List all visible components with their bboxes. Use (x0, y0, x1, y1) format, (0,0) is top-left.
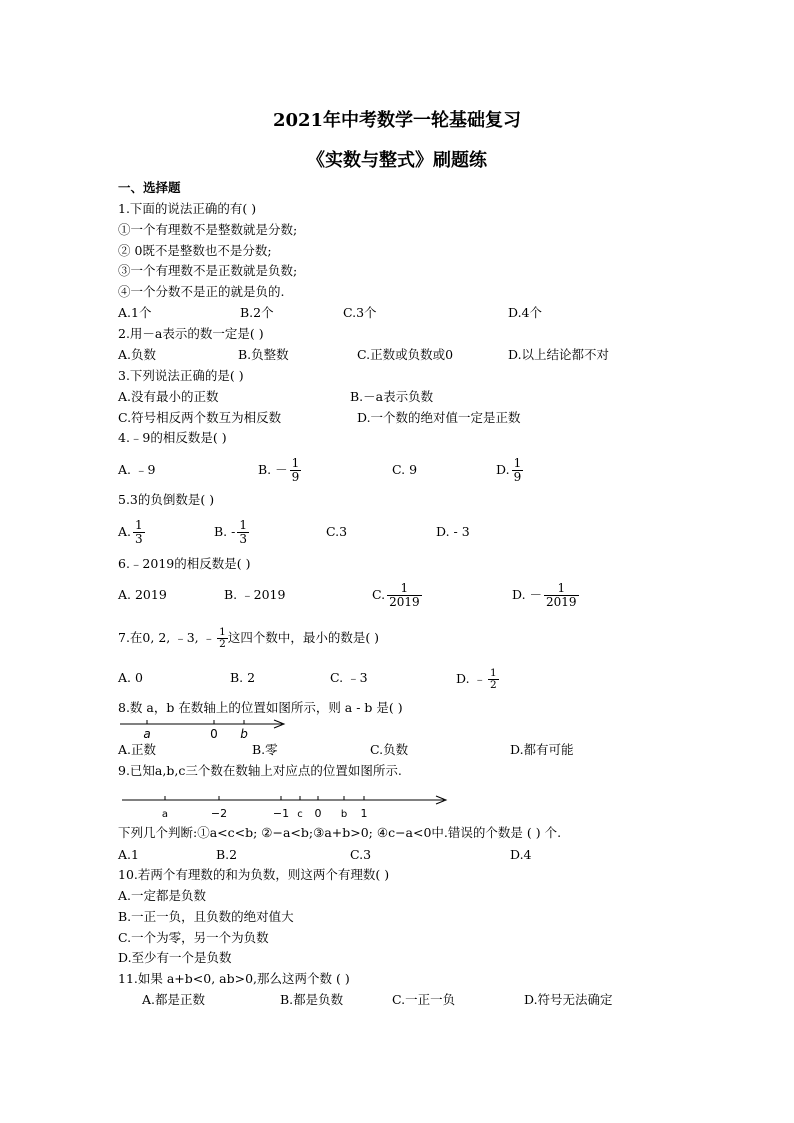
question-6-option-c-label: C. (372, 587, 386, 602)
question-9-option-b: B.2 (216, 847, 238, 862)
tick-label: −1 (272, 807, 290, 820)
question-6-option-c (372, 580, 422, 610)
fraction: $\frac{1}{2}$ (219, 626, 226, 650)
tick-label: −2 (210, 807, 228, 820)
question-11-option-a: A.都是正数 (142, 992, 206, 1007)
document-title: 2021年中考数学一轮基础复习 (272, 110, 522, 131)
document-subtitle: 《实数与整式》刷题练 (307, 150, 487, 171)
tick-label: a (161, 809, 169, 820)
question-4-option-b-label: B. － (258, 462, 288, 477)
question-3-option-a: A.没有最小的正数 (118, 389, 219, 404)
question-11-option-c: C.一正一负 (392, 992, 456, 1007)
question-2-option-d: D.以上结论都不对 (508, 347, 610, 362)
question-6-option-a: A. 2019 (118, 587, 167, 602)
question-9-judgement: 下列几个判断:①a<c<b; ②−a<b;③a+b>0; ④c−a<0中.错误的个数是 ( ) 个. (118, 825, 562, 840)
question-10-stem: 10.若两个有理数的和为负数，则这两个有理数( ) (118, 867, 390, 882)
question-2-stem: 2.用－a表示的数一定是( ) (118, 326, 264, 341)
question-1-option-b: B.2个 (240, 305, 274, 320)
question-5-option-a (118, 517, 145, 547)
question-1-option-a: A.1个 (118, 305, 152, 320)
fraction: $\frac{1}{2019}$ (389, 581, 420, 609)
question-7-option-c: C. ﹣3 (330, 670, 368, 685)
question-10-option-a: A.一定都是负数 (118, 888, 207, 903)
question-5-option-b-label: B. - (214, 524, 236, 539)
number-line-q9 (118, 792, 458, 822)
tick-label: 1 (360, 807, 368, 820)
question-5-stem: 5.3的负倒数是( ) (118, 492, 215, 507)
question-1-option-c: C.3个 (343, 305, 377, 320)
tick-label: 0 (314, 807, 322, 820)
label-b: b (240, 727, 248, 741)
question-11-stem: 11.如果 a+b<0, ab>0,那么这两个数 ( ) (118, 971, 350, 986)
question-4-option-a: A. ﹣9 (118, 462, 156, 477)
question-9-option-c: C.3 (350, 847, 372, 862)
question-4-stem: 4.﹣9的相反数是( ) (118, 430, 227, 445)
fraction: $\frac{1}{2}$ (490, 667, 497, 691)
question-4-option-d-label: D. (496, 462, 510, 477)
fraction: $\frac{1}{9}$ (513, 456, 522, 484)
fraction: $\frac{1}{9}$ (291, 456, 300, 484)
tick-label: c (297, 809, 303, 820)
question-10-option-d: D.至少有一个是负数 (118, 950, 232, 965)
number-line-q8 (118, 716, 298, 742)
question-6-stem: 6.﹣2019的相反数是( ) (118, 556, 251, 571)
question-2-option-c: C.正数或负数或0 (357, 347, 454, 362)
question-1-statement-2: ② 0既不是整数也不是分数; (118, 243, 272, 258)
section-heading: 一、选择题 (118, 180, 181, 195)
label-0: 0 (210, 727, 218, 741)
question-11-option-b: B.都是负数 (280, 992, 344, 1007)
question-8-option-d: D.都有可能 (510, 742, 574, 757)
tick-group (165, 796, 364, 800)
fraction: $\frac{1}{3}$ (239, 518, 247, 546)
question-4-option-c: C. 9 (392, 462, 418, 477)
question-9-option-a: A.1 (118, 847, 139, 862)
question-3-option-c: C.符号相反两个数互为相反数 (118, 410, 282, 425)
question-8-option-c: C.负数 (370, 742, 409, 757)
label-a: a (143, 727, 151, 741)
question-1-statement-4: ④一个分数不是正的就是负的. (118, 284, 285, 299)
question-3-option-b: B.－a表示负数 (350, 389, 434, 404)
question-6-option-b: B. ﹣2019 (224, 587, 286, 602)
question-7-stem-suffix: 这四个数中，最小的数是( ) (227, 630, 380, 645)
question-7-stem-prefix: 7.在0, 2, ﹣3, ﹣ (118, 630, 216, 645)
question-5-option-c: C.3 (326, 524, 348, 539)
question-10-option-c: C.一个为零，另一个为负数 (118, 930, 269, 945)
question-9-stem: 9.已知a,b,c三个数在数轴上对应点的位置如图所示. (118, 763, 402, 778)
question-8-option-a: A.正数 (118, 742, 157, 757)
question-7-stem (118, 623, 379, 653)
question-2-option-b: B.负整数 (238, 347, 289, 362)
question-2-option-a: A.负数 (118, 347, 157, 362)
question-5-option-b (214, 517, 249, 547)
fraction: $\frac{1}{2019}$ (546, 581, 577, 609)
question-3-stem: 3.下列说法正确的是( ) (118, 368, 244, 383)
question-8-stem: 8.数 a，b 在数轴上的位置如图所示，则 a - b 是( ) (118, 700, 403, 715)
question-7-option-d-label: D. ﹣ (456, 671, 487, 686)
question-4-option-b (258, 455, 301, 485)
question-8-option-b: B.零 (252, 742, 278, 757)
question-7-option-a: A. 0 (118, 670, 143, 685)
question-1-option-d: D.4个 (508, 305, 543, 320)
question-10-option-b: B.一正一负，且负数的绝对值大 (118, 909, 294, 924)
question-4-option-d (496, 455, 523, 485)
question-1-statement-3: ③一个有理数不是正数就是负数; (118, 263, 298, 278)
question-1-statement-1: ①一个有理数不是整数就是分数; (118, 222, 298, 237)
label-group (162, 807, 368, 820)
question-9-option-d: D.4 (510, 847, 532, 862)
question-6-option-d (512, 580, 579, 610)
question-5-option-d: D. - 3 (436, 524, 470, 539)
question-7-option-b: B. 2 (230, 670, 256, 685)
question-1-stem: 1.下面的说法正确的有( ) (118, 201, 257, 216)
fraction: $\frac{1}{3}$ (135, 518, 143, 546)
question-11-option-d: D.符号无法确定 (524, 992, 613, 1007)
question-5-option-a-label: A. (118, 524, 132, 539)
question-3-option-d: D.一个数的绝对值一定是正数 (357, 410, 521, 425)
question-6-option-d-label: D. － (512, 587, 543, 602)
tick-label: b (340, 809, 348, 820)
question-7-option-d (456, 664, 499, 694)
